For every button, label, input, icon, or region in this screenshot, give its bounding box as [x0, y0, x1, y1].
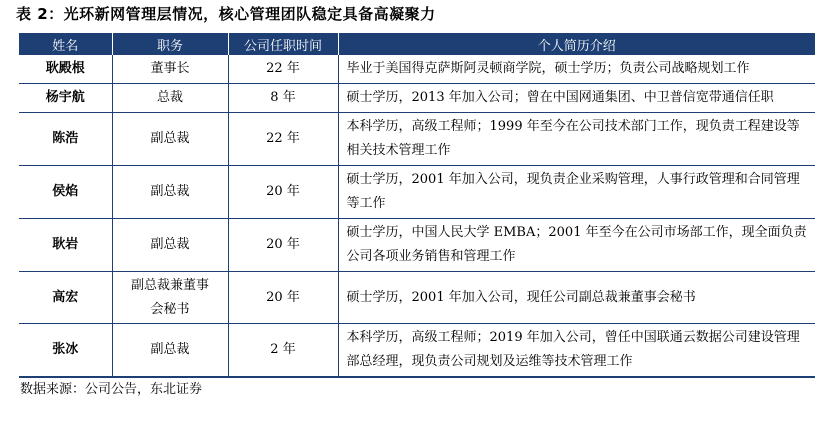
cell-tenure: 20 年	[228, 166, 338, 219]
table-row	[19, 219, 815, 272]
cell-tenure: 20 年	[228, 219, 338, 272]
cell-tenure: 8 年	[228, 84, 338, 113]
cell-bio: 硕士学历，中国人民大学 EMBA；2001 年至今在公司市场部工作，现全面负责公司各项业务销售和管理工作	[338, 219, 815, 272]
cell-name: 侯焰	[19, 166, 112, 219]
cell-bio: 本科学历，高级工程师；1999 年至今在公司技术部门工作，现负责工程建设等相关技术管理工作	[338, 113, 815, 166]
cell-bio: 硕士学历，2001 年加入公司，现负责企业采购管理，人事行政管理和合同管理等工作	[338, 166, 815, 219]
cell-tenure: 2 年	[228, 324, 338, 378]
cell-tenure: 22 年	[228, 113, 338, 166]
management-table	[19, 33, 815, 378]
table-row	[19, 55, 815, 84]
cell-bio: 硕士学历，2013 年加入公司；曾在中国网通集团、中卫普信宽带通信任职	[338, 84, 815, 113]
cell-name: 耿殿根	[19, 55, 112, 84]
cell-role: 董事长	[112, 55, 228, 84]
cell-name: 陈浩	[19, 113, 112, 166]
table-row	[19, 84, 815, 113]
table-row	[19, 166, 815, 219]
cell-name: 张冰	[19, 324, 112, 378]
cell-role: 副总裁	[112, 166, 228, 219]
cell-name: 耿岩	[19, 219, 112, 272]
header-tenure: 公司任职时间	[228, 33, 338, 55]
cell-role: 副总裁	[112, 324, 228, 378]
header-bio: 个人简历介绍	[338, 33, 815, 55]
cell-name: 高宏	[19, 272, 112, 324]
header-role: 职务	[112, 33, 228, 55]
table-header-row	[19, 33, 815, 55]
cell-name: 杨宇航	[19, 84, 112, 113]
cell-role: 总裁	[112, 84, 228, 113]
cell-tenure: 22 年	[228, 55, 338, 84]
table-row	[19, 324, 815, 378]
cell-role: 副总裁	[112, 219, 228, 272]
cell-role: 副总裁兼董事会秘书	[112, 272, 228, 324]
cell-bio: 硕士学历，2001 年加入公司，现任公司副总裁兼董事会秘书	[338, 272, 815, 324]
header-name: 姓名	[19, 33, 112, 55]
cell-tenure: 20 年	[228, 272, 338, 324]
cell-bio: 本科学历，高级工程师；2019 年加入公司，曾任中国联通云数据公司建设管理部总经理，现负责公司规划及运维等技术管理工作	[338, 324, 815, 378]
cell-role: 副总裁	[112, 113, 228, 166]
data-source-note: 数据来源：公司公告，东北证券	[20, 382, 203, 397]
table-row	[19, 113, 815, 166]
cell-bio: 毕业于美国得克萨斯阿灵顿商学院，硕士学历；负责公司战略规划工作	[338, 55, 815, 84]
table-title: 表 2：光环新网管理层情况，核心管理团队稳定具备高凝聚力	[16, 5, 436, 23]
table-row	[19, 272, 815, 324]
